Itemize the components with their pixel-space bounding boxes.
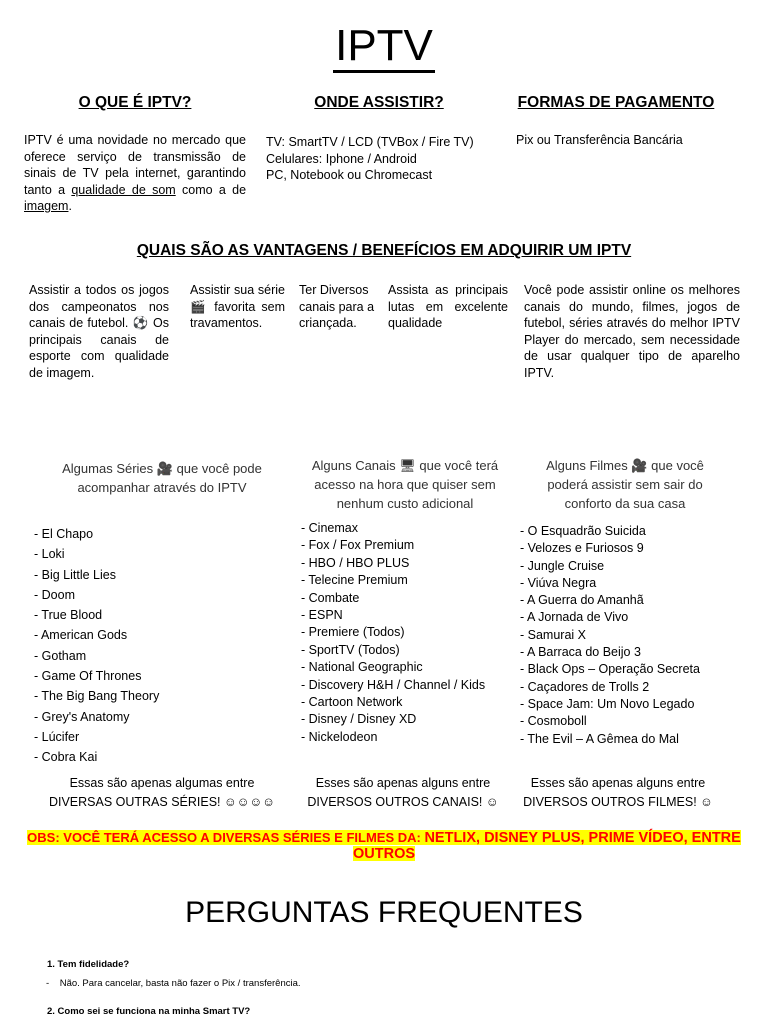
obs-notice: OBS: VOCÊ TERÁ ACESSO A DIVERSAS SÉRIES E FILMES DA: NETLIX, DISNEY PLUS, PRIME VÍDEO, ENTRE OUTROS [27,830,741,862]
obs-brands: NETLIX, DISNEY PLUS, PRIME VÍDEO, ENTRE OUTROS [352,830,741,862]
list-item: - Lúcifer [34,727,159,747]
list-item: - Telecine Premium [301,572,485,589]
list-item: - Jungle Cruise [520,558,700,575]
list-item: - National Geographic [301,659,485,676]
page-title: IPTV [0,18,768,74]
faq-question-1: 1. Tem fidelidade? [47,959,130,970]
advantages-heading: QUAIS SÃO AS VANTAGENS / BENEFÍCIOS EM ADQUIRIR UM IPTV [136,242,632,259]
list-item: - Cosmoboll [520,713,700,730]
movies-caption: Alguns Filmes 🎥 que você poderá assistir sem sair do conforto da sua casa [546,458,704,511]
list-item: - O Esquadrão Suicida [520,523,700,540]
list-item: - Disney / Disney XD [301,711,485,728]
series-caption: Algumas Séries 🎥 que você pode acompanhar através do IPTV [62,461,262,495]
list-item: - The Evil – A Gêmea do Mal [520,731,700,748]
faq-title: PERGUNTAS FREQUENTES [185,896,583,929]
list-item: - Cinemax [301,520,485,537]
faq-answer-1: - Não. Para cancelar, basta não fazer o Pix / transferência. [46,978,301,989]
channels-closing: Esses são apenas alguns entre DIVERSOS OUTROS CANAIS! ☺ [307,776,499,809]
list-item: - A Barraca do Beijo 3 [520,644,700,661]
advantage-kids: Ter Diversos canais para a criançada. [299,283,375,330]
list-item: - Loki [34,544,159,564]
list-item: - Fox / Fox Premium [301,537,485,554]
list-item: - The Big Bang Theory [34,686,159,706]
payment-heading: FORMAS DE PAGAMENTO [517,94,715,111]
what-is-iptv-text: IPTV é uma novidade no mercado que oferece serviço de transmissão de sinais de TV pela internet, garantindo tanto a qualidade de som como a de imagem. [24,133,247,213]
list-item: - Cobra Kai [34,747,159,767]
advantage-fights: Assista as principais lutas em excelente qualidade [388,283,508,330]
list-item: - Grey's Anatomy [34,707,159,727]
list-item: - El Chapo [34,524,159,544]
list-item: - Discovery H&H / Channel / Kids [301,677,485,694]
payment-text: Pix ou Transferência Bancária [516,133,683,147]
where-line-phones: Celulares: Iphone / Android [266,151,417,166]
list-item: - ESPN [301,607,485,624]
list-item: - Velozes e Furiosos 9 [520,540,700,557]
what-is-iptv-heading: O QUE É IPTV? [78,94,192,111]
list-item: - Samurai X [520,627,700,644]
series-closing: Essas são apenas algumas entre DIVERSAS OUTRAS SÉRIES! ☺☺☺☺ [48,776,276,809]
advantage-football: Assistir a todos os jogos dos campeonatos nos canais de futebol. ⚽ Os principais canais de esporte com qualidade de imagem. [29,283,169,380]
series-list [34,524,159,768]
channels-caption: Alguns Canais 🖥 que você terá acesso na hora que quiser sem nenhum custo adicional [311,458,499,511]
list-item: - Gotham [34,646,159,666]
list-item: - Cartoon Network [301,694,485,711]
where-line-tv: TV: SmartTV / LCD (TVBox / Fire TV) [266,135,474,149]
faq-question-2: 2. Como sei se funciona na minha Smart TV? [47,1006,251,1017]
list-item: - Premiere (Todos) [301,624,485,641]
list-item: - SportTV (Todos) [301,642,485,659]
list-item: - True Blood [34,605,159,625]
list-item: - American Gods [34,625,159,645]
image-quality-text: imagem [24,199,69,213]
where-to-watch-heading: ONDE ASSISTIR? [314,94,444,111]
list-item: - Black Ops – Operação Secreta [520,661,700,678]
list-item: - Space Jam: Um Novo Legado [520,696,700,713]
list-item: - Viúva Negra [520,575,700,592]
channels-list [301,520,485,746]
list-item: - Big Little Lies [34,565,159,585]
list-item: - A Jornada de Vivo [520,609,700,626]
list-item: - HBO / HBO PLUS [301,555,485,572]
list-item: - Caçadores de Trolls 2 [520,679,700,696]
where-line-pc: PC, Notebook ou Chromecast [266,168,433,182]
list-item: - Game Of Thrones [34,666,159,686]
list-item: - A Guerra do Amanhã [520,592,700,609]
where-to-watch-text [266,134,506,184]
movies-closing: Esses são apenas alguns entre DIVERSOS OUTROS FILMES! ☺ [523,776,713,809]
advantage-series: Assistir sua série 🎬 favorita sem travamentos. [190,283,285,330]
advantage-online: Você pode assistir online os melhores canais do mundo, filmes, jogos de futebol, séries através do melhor IPTV Player do mercado, sem necessidade de usar qualquer tipo de aparelho IPTV. [524,283,740,380]
list-item: - Doom [34,585,159,605]
list-item: - Combate [301,590,485,607]
sound-quality-text: qualidade de som [71,182,176,197]
movies-list [520,523,700,748]
list-item: - Nickelodeon [301,729,485,746]
